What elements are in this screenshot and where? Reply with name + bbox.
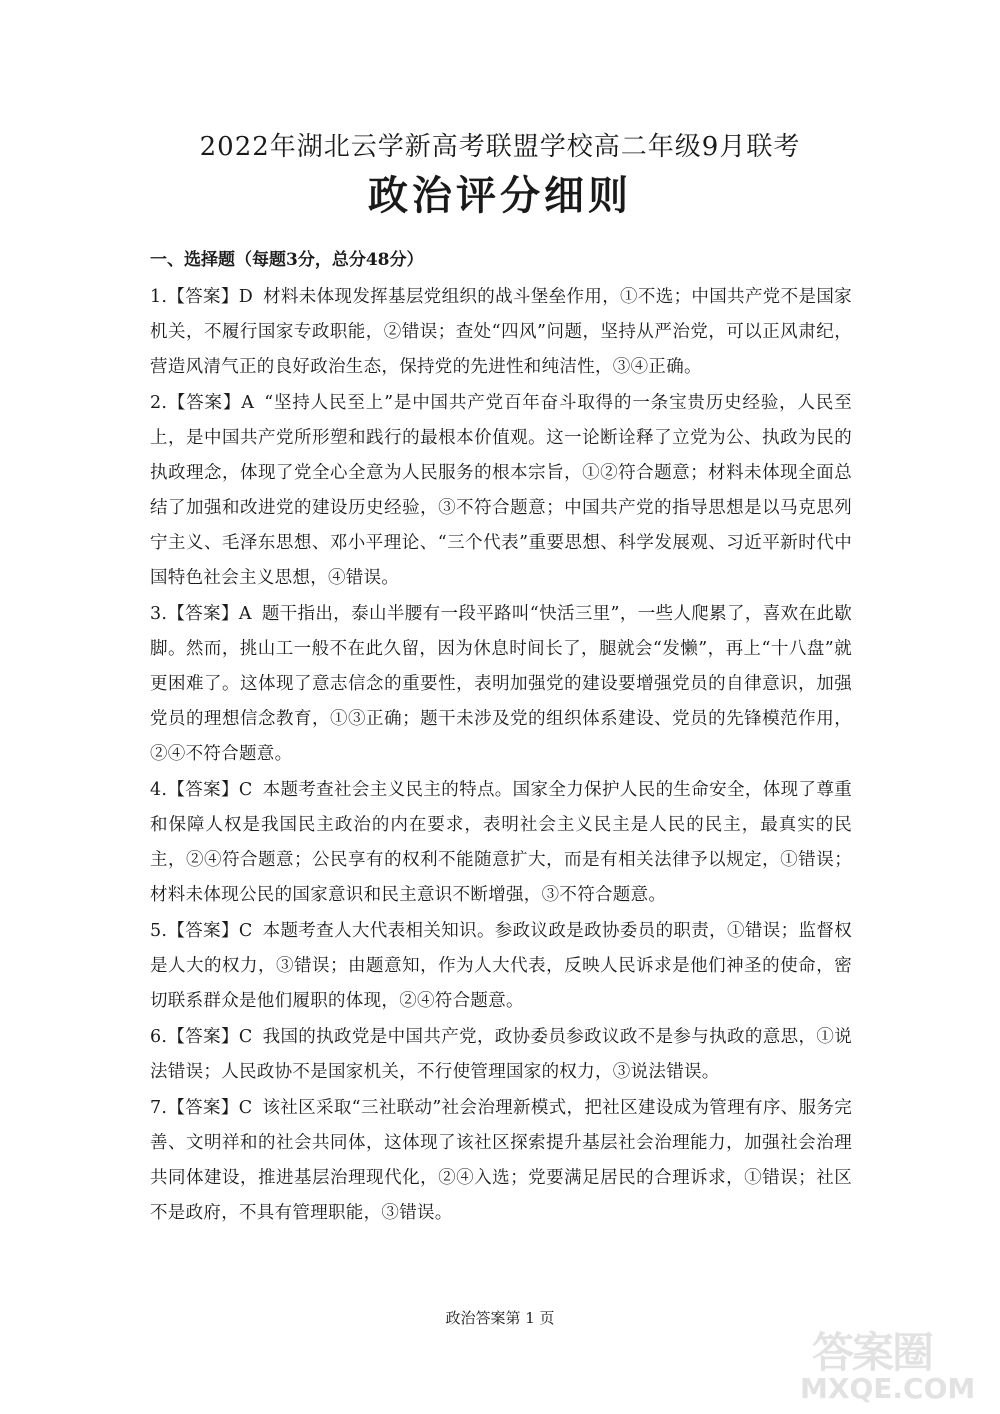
- document-title: 政治评分细则: [368, 172, 632, 219]
- answer-explanation: 材料未体现发挥基层党组织的战斗堡垒作用，①不选；中国共产党不是国家机关，不履行国家专政职能，②错误；查处“四风”问题，坚持从严治党，可以正风肃纪，营造风清气正的良好政治生态，保持党的先进性和纯洁性，③④正确。: [150, 287, 852, 377]
- answer-label: 4.【答案】C: [150, 780, 253, 800]
- answer-explanation: 该社区采取“三社联动”社会治理新模式，把社区建设成为管理有序、服务完善、文明祥和的社会共同体，这体现了该社区探索提升基层社会治理能力，加强社会治理共同体建设，推进基层治理现代化，②④入选；党要满足居民的合理诉求，①错误；社区不是政府，不具有管理职能，③错误。: [150, 1098, 853, 1223]
- answer-explanation: 我国的执政党是中国共产党，政协委员参政议政不是参与执政的意思，①说法错误；人民政协不是国家机关，不行使管理国家的权力，③说法错误。: [150, 1027, 853, 1082]
- question-item: [150, 1020, 852, 1090]
- question-item: [150, 1091, 852, 1231]
- watermark-logo: 答案圈: [812, 1328, 933, 1377]
- question-item: [150, 914, 852, 1019]
- question-list: [150, 280, 852, 1232]
- answer-label: 7.【答案】C: [150, 1098, 253, 1118]
- answer-label: 5.【答案】C: [150, 921, 253, 941]
- exam-title: 2022年湖北云学新高考联盟学校高二年级9月联考: [199, 132, 801, 162]
- answer-explanation: 本题考查社会主义民主的特点。国家全力保护人民的生命安全，体现了尊重和保障人权是我国民主政治的内在要求，表明社会主义民主是人民的民主，最真实的民主，②④符合题意；公民享有的权利不能随意扩大，而是有相关法律予以规定，①错误；材料未体现公民的国家意识和民主意识不断增强，③不符合题意。: [150, 780, 853, 905]
- answer-explanation: 本题考查人大代表相关知识。参政议政是政协委员的职责，①错误；监督权是人大的权力，③错误；由题意知，作为人大代表，反映人民诉求是他们神圣的使命，密切联系群众是他们履职的体现，②④符合题意。: [150, 921, 853, 1011]
- answer-explanation: “坚持人民至上”是中国共产党百年奋斗取得的一条宝贵历史经验，人民至上，是中国共产党所形塑和践行的最根本价值观。这一论断诠释了立党为公、执政为民的执政理念，体现了党全心全意为人民服务的根本宗旨，①②符合题意；材料未体现全面总结了加强和改进党的建设历史经验，③不符合题意；中国共产党的指导思想是以马克思列宁主义、毛泽东思想、邓小平理论、“三个代表”重要思想、科学发展观、习近平新时代中国特色社会主义思想，④错误。: [150, 393, 853, 588]
- question-item: [150, 386, 852, 596]
- question-item: [150, 773, 852, 913]
- page-footer: 政治答案第 1 页: [445, 1309, 555, 1327]
- question-item: [150, 597, 852, 772]
- watermark-url: MXQE.COM: [800, 1372, 976, 1405]
- question-item: [150, 280, 852, 385]
- answer-label: 1.【答案】D: [150, 287, 254, 307]
- answer-label: 6.【答案】C: [150, 1027, 253, 1047]
- answer-label: 3.【答案】A: [150, 604, 252, 624]
- answer-label: 2.【答案】A: [150, 393, 255, 413]
- answer-explanation: 题干指出，泰山半腰有一段平路叫“快活三里”，一些人爬累了，喜欢在此歇脚。然而，挑山工一般不在此久留，因为休息时间长了，腿就会“发懒”，再上“十八盘”就更困难了。这体现了意志信念的重要性，表明加强党的建设要增强党员的自律意识，加强党员的理想信念教育，①③正确；题干未涉及党的组织体系建设、党员的先锋模范作用，②④不符合题意。: [150, 604, 853, 764]
- section-heading: 一、选择题（每题3分，总分48分）: [150, 250, 424, 270]
